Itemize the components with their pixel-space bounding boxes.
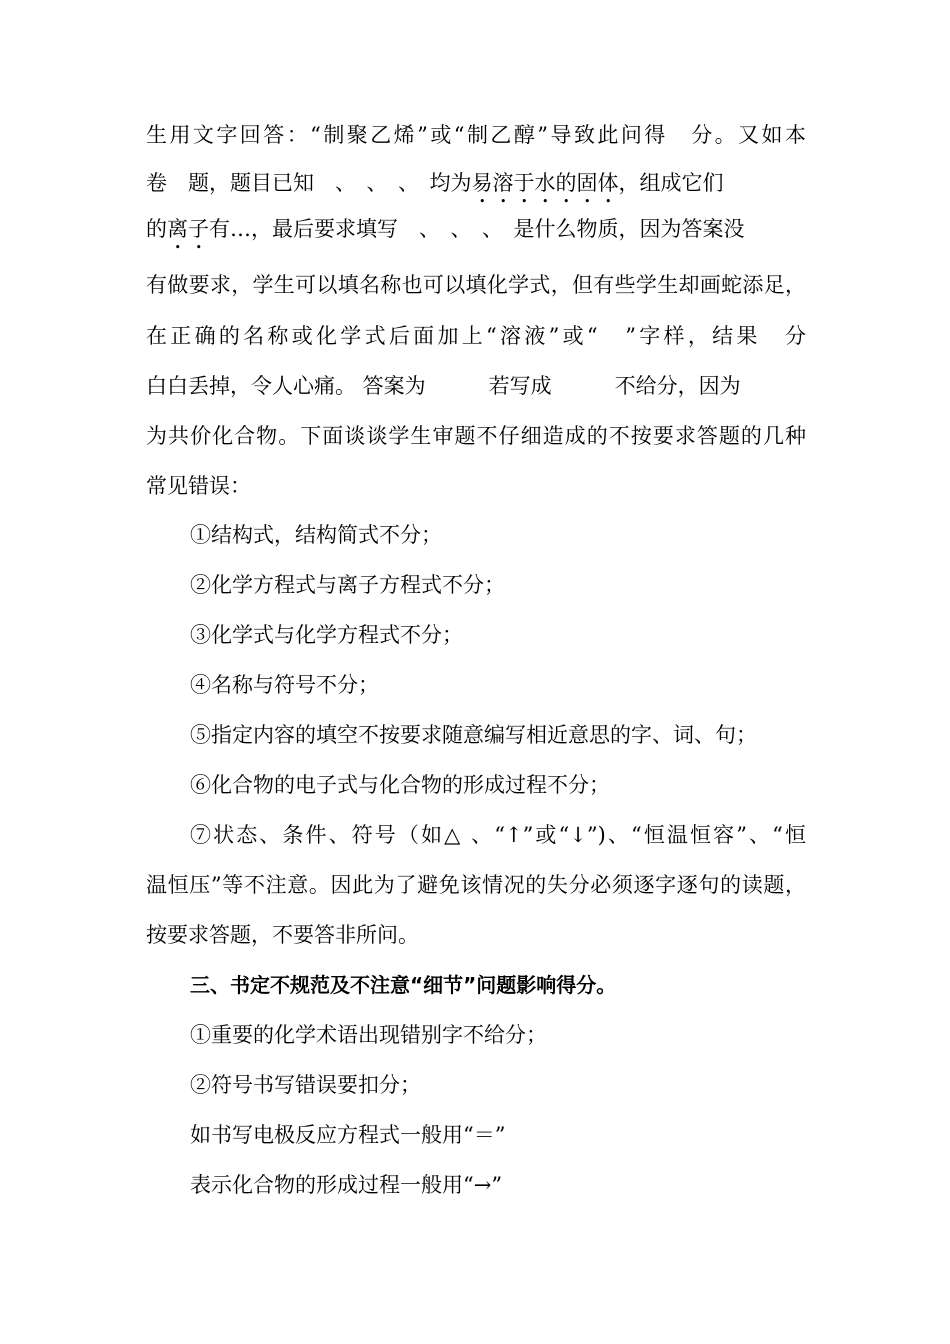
- note-line-1: 如书写电极反应方程式一般用“＝”: [190, 1123, 506, 1147]
- paragraph-line-10: 按要求答题，不要答非所问。: [146, 923, 419, 947]
- paragraph-line-3: [146, 214, 806, 254]
- emphasis-text: 离子: [167, 217, 209, 241]
- list-item-2: ②化学方程式与离子方程式不分；: [190, 573, 505, 597]
- list-item-5: ⑤指定内容的填空不按要求随意编写相近意思的字、词、句；: [190, 723, 757, 747]
- list-item-8: ①重要的化学术语出现错别字不给分；: [190, 1023, 547, 1047]
- line-3-text-b: 有…，最后要求填写 、 、 、 是什么物质，因为答案没: [209, 217, 745, 241]
- paragraph-line-7: 为共价化合物。下面谈谈学生审题不仔细造成的不按要求答题的几种: [146, 424, 806, 448]
- paragraph-line-5: 在正确的名称或化学式后面加上“溶液”或“ ”字样，结果 分: [146, 324, 806, 348]
- note-line-2: 表示化合物的形成过程一般用“→”: [190, 1173, 503, 1197]
- paragraph-line-8: 常见错误：: [146, 474, 251, 498]
- list-item-6: ⑥化合物的电子式与化合物的形成过程不分；: [190, 773, 610, 797]
- paragraph-line-2: [146, 168, 806, 208]
- list-item-1: ①结构式，结构简式不分；: [190, 523, 442, 547]
- paragraph-line-6: 白白丢掉，令人心痛。 答案为 若写成 不给分，因为: [146, 374, 741, 398]
- list-item-3: ③化学式与化学方程式不分；: [190, 623, 463, 647]
- line-2-text-b: ，组成它们: [618, 171, 724, 195]
- line-2-text-a: 卷 题，题目已知 、 、 、 均为: [146, 171, 472, 195]
- list-item-4: ④名称与符号不分；: [190, 673, 379, 697]
- line-3-text-a: 的: [146, 217, 167, 241]
- emphasis-text: 易溶于水的固体: [471, 171, 619, 195]
- paragraph-line-4: 有做要求，学生可以填名称也可以填化学式，但有些学生却画蛇添足，: [146, 273, 806, 297]
- list-item-7: ⑦状态、条件、符号（如△ 、“↑”或“↓”)、“恒温恒容”、“恒: [190, 823, 806, 847]
- list-item-9: ②符号书写错误要扣分；: [190, 1073, 421, 1097]
- section-heading: 三、书定不规范及不注意“细节”问题影响得分。: [190, 973, 617, 997]
- paragraph-line-1: 生用文字回答：“制聚乙烯”或“制乙醇”导致此问得 分。又如本: [146, 123, 806, 147]
- paragraph-line-9: 温恒压”等不注意。因此为了避免该情况的失分必须逐字逐句的读题，: [146, 873, 806, 897]
